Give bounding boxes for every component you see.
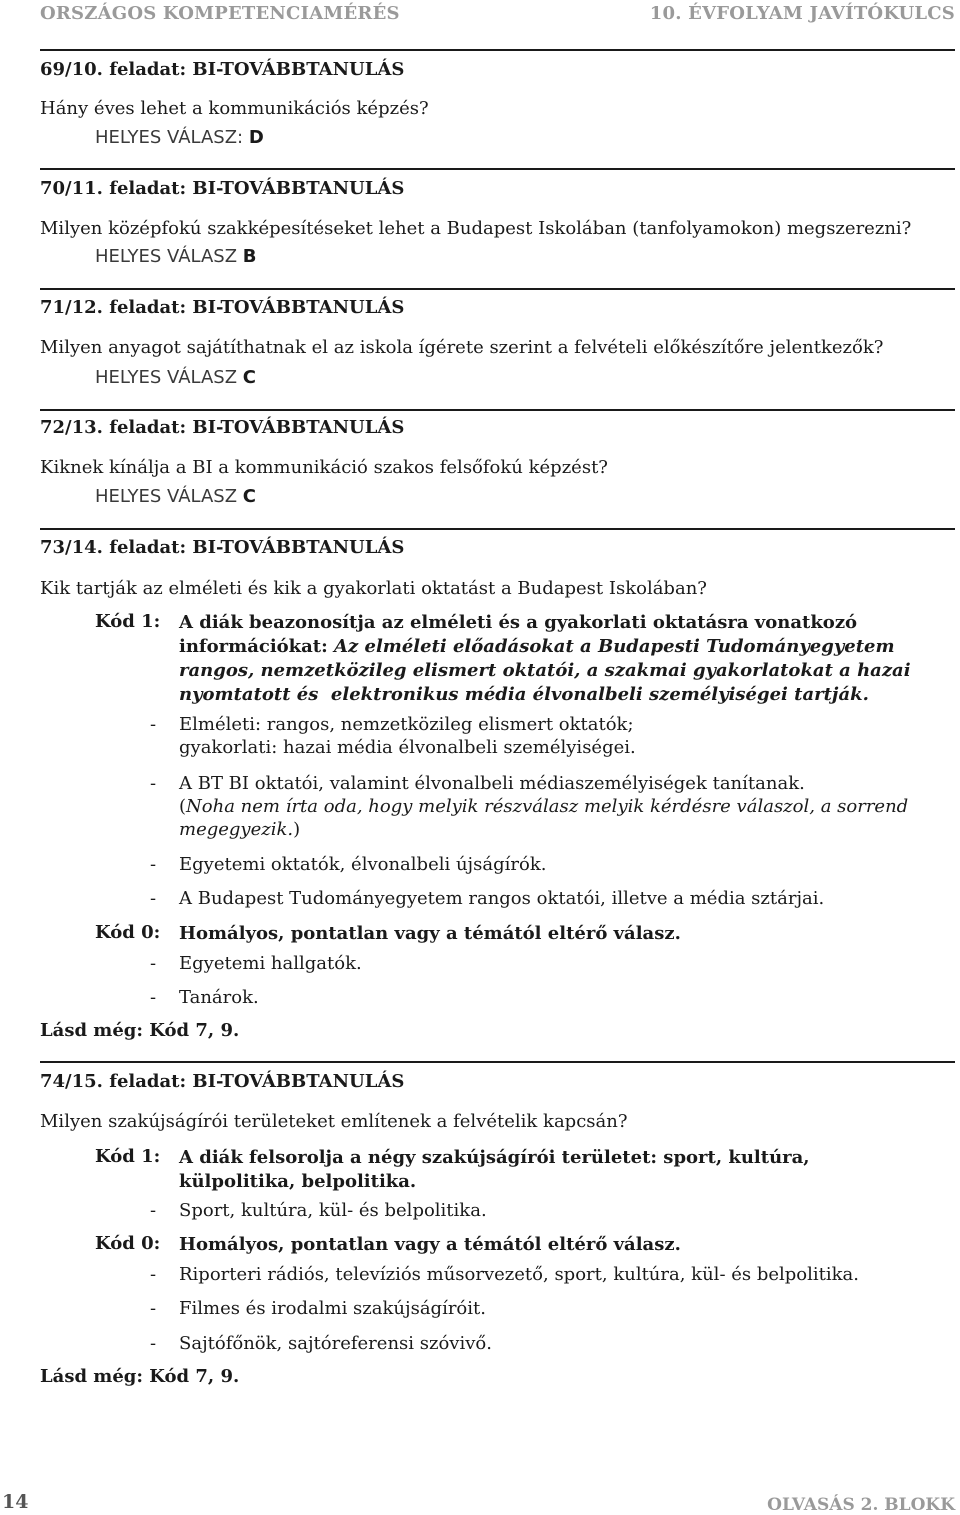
list-item-text: Egyetemi hallgatók. (179, 953, 362, 974)
divider (40, 168, 955, 170)
code-1-line: A diák beazonosítja az elméleti és a gyakorlati oktatásra vonatkozó (179, 612, 858, 633)
code-1-line: A diák felsorolja a négy szakújságírói területet: sport, kultúra, (179, 1147, 810, 1168)
dash: - (150, 773, 157, 794)
answer-letter: D (248, 127, 264, 148)
answer-label: HELYES VÁLASZ (95, 367, 238, 388)
code-0-label: Kód 0: (95, 922, 161, 943)
list-item-text: Sport, kultúra, kül- és belpolitika. (179, 1200, 487, 1221)
list-item-text: Tanárok. (179, 987, 259, 1008)
divider (40, 1061, 955, 1063)
task-title: 73/14. feladat: BI-TOVÁBBTANULÁS (40, 537, 405, 558)
divider (40, 49, 955, 51)
answer-label: HELYES VÁLASZ: (95, 127, 244, 148)
task-question: Hány éves lehet a kommunikációs képzés? (40, 98, 429, 119)
task-title: 72/13. feladat: BI-TOVÁBBTANULÁS (40, 417, 405, 438)
dash: - (150, 987, 157, 1008)
dash: - (150, 1264, 157, 1285)
code-1-description (179, 611, 944, 707)
paren-close: ) (293, 819, 301, 840)
header-title: ORSZÁGOS KOMPETENCIAMÉRÉS (40, 3, 400, 24)
code-0-text: Homályos, pontatlan vagy a témától eltérő válasz. (179, 923, 681, 944)
answer-letter: C (242, 367, 257, 388)
correct-answer (95, 367, 256, 388)
code-1-line: nyomtatott és elektronikus média élvonalbeli személyiségei tartják. (179, 684, 869, 705)
paren-open: ( (179, 796, 187, 817)
list-item-text: Sajtófőnök, sajtóreferensi szóvivő. (179, 1333, 492, 1354)
code-0-description (179, 1233, 944, 1257)
task-question: Milyen szakújságírói területeket említenek a felvételik kapcsán? (40, 1111, 628, 1132)
list-item-text: A BT BI oktatói, valamint élvonalbeli médiaszemélyiségek tanítanak. (179, 773, 805, 794)
list-item-text: Elméleti: rangos, nemzetközileg elismert oktatók; (179, 714, 634, 735)
dash: - (150, 1200, 157, 1221)
dash: - (150, 888, 157, 909)
code-0-description (179, 922, 944, 946)
list-item-note: megegyezik. (179, 819, 294, 840)
task-question: Milyen anyagot sajátíthatnak el az iskola ígérete szerint a felvételi előkészítőre jelentkezők? (40, 337, 884, 358)
code-0-label: Kód 0: (95, 1233, 161, 1254)
dash: - (150, 714, 157, 735)
answer-letter: B (242, 246, 257, 267)
task-title: 74/15. feladat: BI-TOVÁBBTANULÁS (40, 1071, 405, 1092)
correct-answer (95, 246, 257, 267)
code-0-text: Homályos, pontatlan vagy a témától eltérő válasz. (179, 1234, 681, 1255)
see-also: Lásd még: Kód 7, 9. (40, 1366, 240, 1387)
dash: - (150, 854, 157, 875)
list-item-note: Noha nem írta oda, hogy melyik részválasz melyik kérdésre válaszol, a sorrend (186, 796, 909, 817)
list-item-text: A Budapest Tudományegyetem rangos oktatói, illetve a média sztárjai. (179, 888, 825, 909)
list-item-text: Egyetemi oktatók, élvonalbeli újságírók. (179, 854, 547, 875)
code-1-line: Az elméleti előadásokat a Budapesti Tudományegyetem (327, 636, 895, 657)
correct-answer (95, 486, 256, 507)
task-title: 70/11. feladat: BI-TOVÁBBTANULÁS (40, 178, 405, 199)
divider (40, 528, 955, 530)
correct-answer (95, 127, 264, 148)
divider (40, 409, 955, 411)
task-title: 69/10. feladat: BI-TOVÁBBTANULÁS (40, 59, 405, 80)
list-item-text: Filmes és irodalmi szakújságíróit. (179, 1298, 486, 1319)
task-question: Milyen középfokú szakképesítéseket lehet a Budapest Iskolában (tanfolyamokon) megszerezni? (40, 218, 912, 239)
answer-label: HELYES VÁLASZ (95, 486, 238, 507)
code-1-label: Kód 1: (95, 1146, 161, 1167)
task-question: Kiknek kínálja a BI a kommunikáció szakos felsőfokú képzést? (40, 457, 608, 478)
answer-letter: C (242, 486, 257, 507)
block-label: OLVASÁS 2. BLOKK (767, 1495, 955, 1515)
code-1-label: Kód 1: (95, 611, 161, 632)
dash: - (150, 953, 157, 974)
task-title: 71/12. feladat: BI-TOVÁBBTANULÁS (40, 297, 405, 318)
list-item-text: gyakorlati: hazai média élvonalbeli személyiségei. (179, 737, 636, 758)
dash: - (150, 1298, 157, 1319)
code-1-line: rangos, nemzetközileg elismert oktatói, a szakmai gyakorlatokat a hazai (179, 660, 911, 681)
header-grade: 10. ÉVFOLYAM JAVÍTÓKULCS (649, 3, 955, 24)
code-1-line: információkat: (179, 636, 328, 657)
dash: - (150, 1333, 157, 1354)
page-number: 14 (2, 1491, 29, 1513)
list-item-text: Riporteri rádiós, televíziós műsorvezető, sport, kultúra, kül- és belpolitika. (179, 1264, 860, 1285)
divider (40, 288, 955, 290)
code-1-description (179, 1146, 944, 1194)
task-question: Kik tartják az elméleti és kik a gyakorlati oktatást a Budapest Iskolában? (40, 578, 707, 599)
answer-label: HELYES VÁLASZ (95, 246, 238, 267)
code-1-line: külpolitika, belpolitika. (179, 1171, 417, 1192)
see-also: Lásd még: Kód 7, 9. (40, 1020, 240, 1041)
